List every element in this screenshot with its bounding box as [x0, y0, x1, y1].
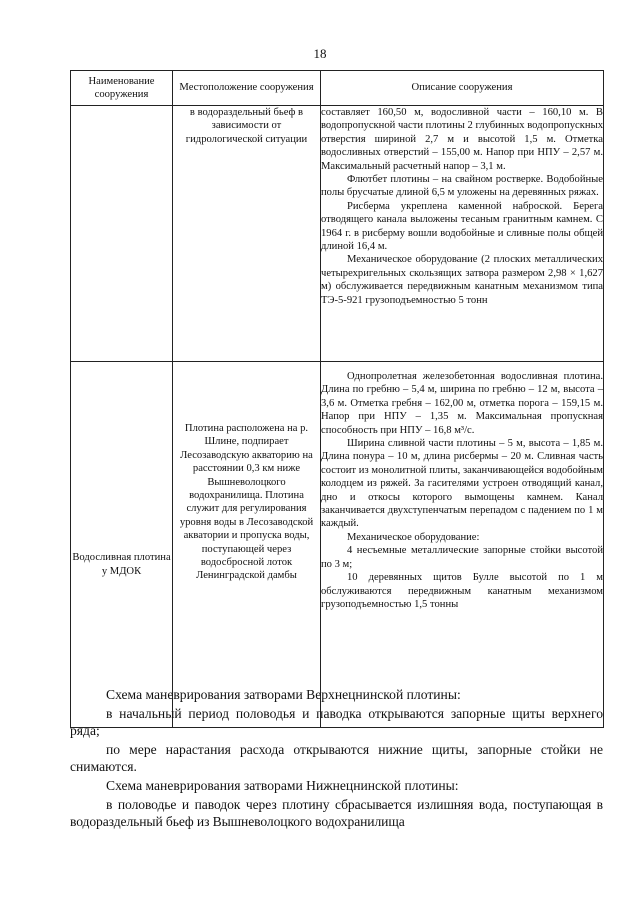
row2-desc-paragraph: Однопролетная железобетонная водосливная плотина. Длина по гребню – 5,4 м, ширина по гребню – 12 м, высота – 3,6 м. Отметка гребня – 162,00 м, отметка порога – 159,15 м. Напор при НПУ – 1,35 м. Максимальная пропускная способность при НПУ – 16,8 м³/с.: [321, 371, 603, 436]
body-paragraph: Схема маневрирования затворами Нижнецнинской плотины:: [106, 777, 459, 793]
body-paragraph: в половодье и паводок через плотину сбрасывается излишняя вода, поступающая в водораздельный бьеф из Вышневолоцкого водохранилища: [70, 796, 603, 830]
body-text: [70, 686, 603, 832]
page-number: 18: [313, 46, 327, 61]
row2-description-cell: [321, 362, 604, 728]
table-row: [71, 362, 604, 728]
row2-name-cell: Водосливная плотина у МДОК: [71, 362, 173, 728]
table-row: [71, 106, 604, 362]
body-paragraph: в начальный период половодья и паводка открываются запорные щиты верхнего ряда;: [70, 705, 603, 739]
row2-desc-paragraph: 4 несъемные металлические запорные стойки высотой по 3 м;: [321, 545, 603, 570]
header-location: Местоположение сооружения: [173, 71, 321, 106]
row2-desc-paragraph: Механическое оборудование:: [347, 531, 480, 543]
row2-desc-paragraph: Ширина сливной части плотины – 5 м, высота – 1,85 м. Длина понура – 10 м, длина рисбермы – 20 м. Сливная часть состоит из монолитной плиты, заканчивающейся водобойным колодцем из ряжей. За гасителями устроен отводящий канал, дно и откосы которого вымощены камнем. Канал заканчивается двухступенчатым перепадом с падением по 1 м каждый.: [321, 438, 603, 530]
row1-desc-paragraph: Механическое оборудование (2 плоских металлических четырехригельных скользящих затвора размером 2,98 × 1,627 м) обслуживается передвижным канатным механизмом типа ТЭ-5-921 грузоподъемностью 5 тонн: [321, 254, 603, 306]
row1-description-cell: [321, 106, 604, 362]
row2-desc-paragraph: 10 деревянных щитов Булле высотой по 1 м обслуживаются передвижным канатным механизмом грузоподъемностью 1,5 тонны: [321, 572, 603, 610]
row1-desc-paragraph: составляет 160,50 м, водосливной части – 160,10 м. В водопропускной части плотины 2 глубинных водопропускных отверстия шириной 2,7 м и высотой 1,5 м. Отметка водосливных отверстий – 155,00 м. Напор при НПУ – 2,57 м. Максимальный расчетный напор – 3,1 м.: [321, 107, 603, 172]
body-paragraph: по мере нарастания расхода открываются нижние щиты, запорные стойки не снимаются.: [70, 741, 603, 775]
row1-name-cell: [71, 106, 173, 362]
table-header-row: [71, 71, 604, 106]
header-description: Описание сооружения: [321, 71, 604, 106]
row1-location-cell: в водораздельный бьеф в зависимости от гидрологической ситуации: [173, 106, 321, 362]
row2-location-cell: Плотина расположена на р. Шлине, подпирает Лесозаводскую акваторию на расстоянии 0,3 км ниже Вышневолоцкого водохранилища. Плотина служит для регулирования уровня воды в Лесозаводской акватории и пропуска воды, поступающей через водосбросной лоток Ленинградской дамбы: [173, 362, 321, 728]
structures-table: [70, 70, 604, 728]
body-paragraph: Схема маневрирования затворами Верхнецнинской плотины:: [106, 687, 461, 702]
row1-desc-paragraph: Флютбет плотины – на свайном ростверке. Водобойные полы брусчатые длиной 6,5 м уложены на деревянных ряжах.: [321, 174, 603, 199]
header-name: Наименование сооружения: [71, 71, 173, 106]
row1-desc-paragraph: Рисберма укреплена каменной наброской. Берега отводящего канала выложены тесаным гранитным камнем. С 1964 г. в рисберму вошли водобойные и сливные полы общей длиной 16,4 м.: [321, 200, 603, 253]
